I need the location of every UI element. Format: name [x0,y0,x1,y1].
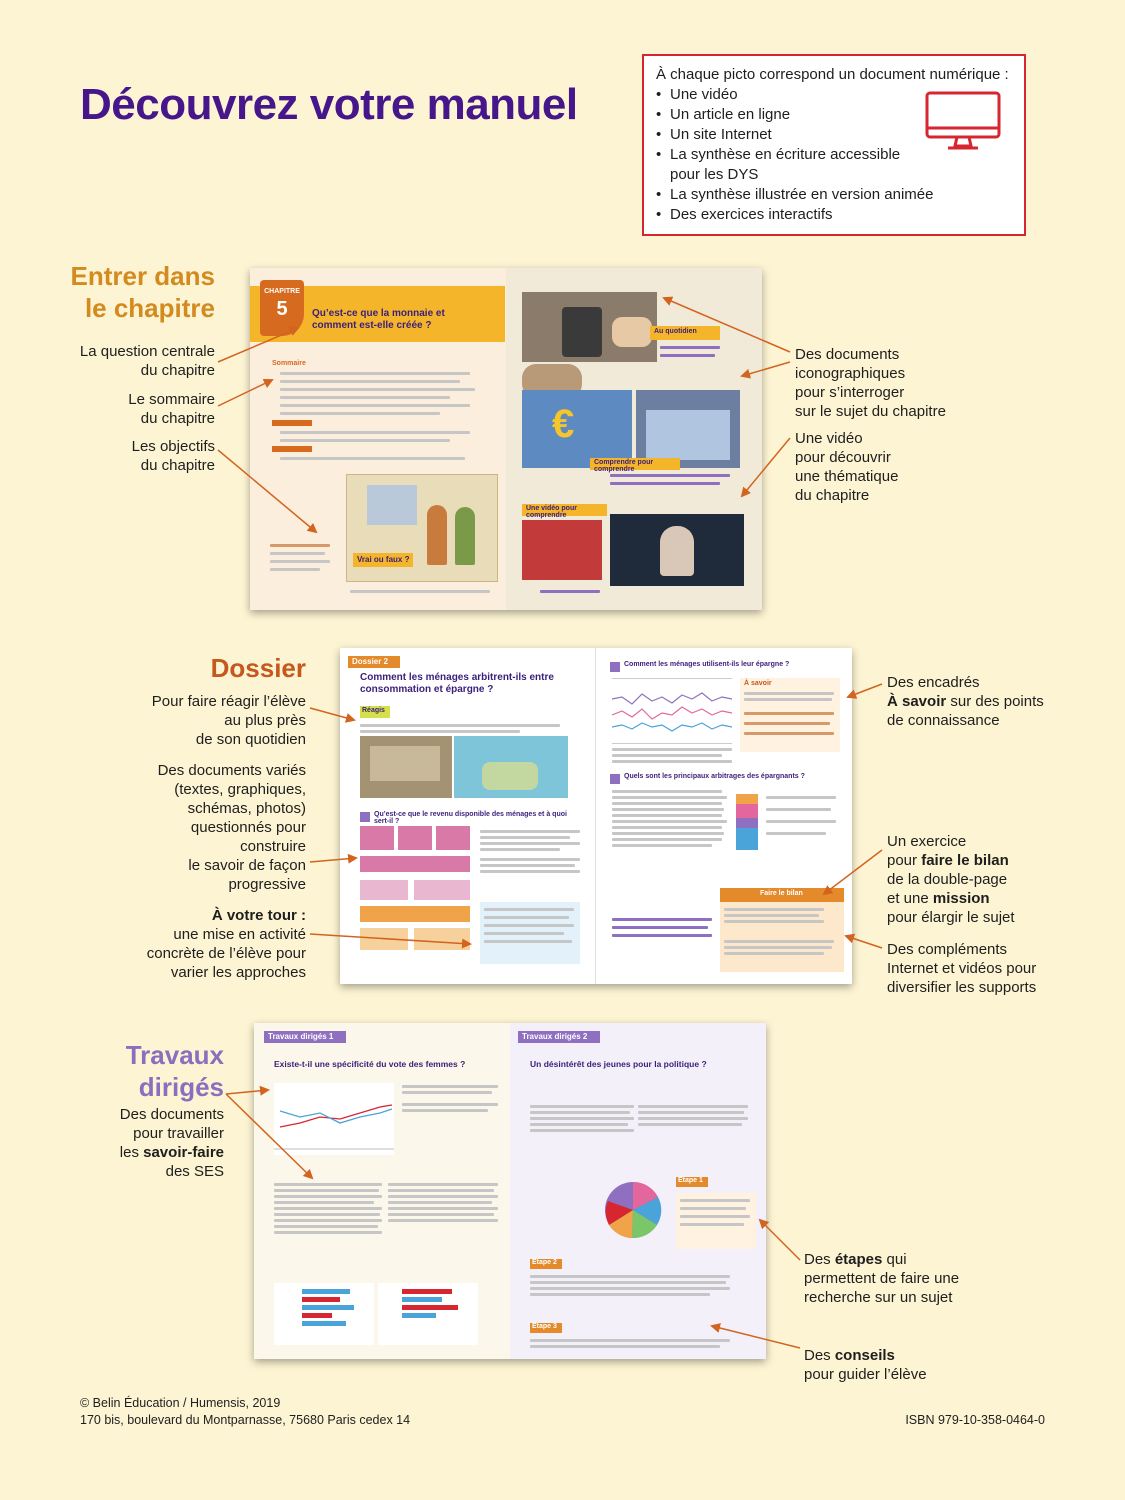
comprendre-label: Comprendre pour comprendre [594,459,654,473]
etape2-label: Étape 2 [532,1259,557,1266]
label-l1: Des documents variés [157,762,306,779]
label-l4: du chapitre [795,487,870,504]
label-l2: (textes, graphiques, [174,781,306,798]
label-pre: pour [887,852,922,869]
faire-bilan-label: Faire le bilan [760,890,803,897]
label-bold: conseils [834,1347,895,1364]
label-l1: Un exercice [887,833,967,850]
label-l4: sur le sujet du chapitre [795,403,946,420]
picto-item-site: • Un site Internet [656,125,1012,145]
section1-title-l1: Entrer dans [70,261,215,291]
label-l7: progressive [228,876,306,893]
label-bold: étapes [834,1251,883,1268]
page-title: Découvrez votre manuel [80,80,578,129]
label-l3: de connaissance [887,712,1000,729]
footer-isbn: ISBN 979-10-358-0464-0 [905,1413,1045,1427]
label-l5: pour élargir le sujet [887,909,1015,926]
section-title-dossier: Dossier [210,653,306,683]
label-l1: Des encadrés [887,674,980,691]
label-l1: Les objectifs [131,438,215,455]
label-l1: Pour faire réagir l’élève [151,693,306,710]
label-l2: du chapitre [140,457,215,474]
label-l2: pour travailler [133,1125,224,1142]
label-bold: À votre tour : [211,907,306,924]
dossier-heading: Comment les ménages arbitrent-ils entre consommation et épargne ? [360,672,554,695]
picto-item-animated: • La synthèse illustrée en version animée [656,185,1012,205]
label-l2: au plus près [224,712,306,729]
td1-tag-label: Travaux dirigés 1 [268,1032,334,1041]
label-bold: mission [932,890,990,907]
label-pre: Des [804,1251,835,1268]
label-l3: de son quotidien [195,731,306,748]
label-l1: une mise en activité [173,926,306,943]
td2-question: Un désintérêt des jeunes pour la politique ? [530,1059,707,1069]
label-rest: sur des points [946,693,1044,710]
label-pre: Des [804,1347,835,1364]
label-l6: le savoir de façon [188,857,306,874]
label-l2: du chapitre [140,410,215,427]
label-l4: questionnés pour [190,819,306,836]
section3-title-l2: dirigés [138,1072,224,1102]
label-pre: et une [887,890,933,907]
label-bold: À savoir [887,693,947,710]
td1-question: Existe-t-il une spécificité du vote des femmes ? [274,1059,466,1069]
label-bold: savoir-faire [143,1144,224,1161]
chapter-word: CHAPITRE [264,288,300,295]
label-l3: varier les approches [170,964,306,981]
dossier-q3: Quels sont les principaux arbitrages des épargnants ? [624,773,805,780]
label-l2: permettent de faire une [804,1270,960,1287]
label-l3: recherche sur un sujet [804,1289,953,1306]
picto-box-lead: À chaque picto correspond un document numérique : [656,66,1009,83]
label-l2: Internet et vidéos pour [887,960,1037,977]
footer-copyright: © Belin Éducation / Humensis, 2019 [80,1396,281,1410]
label-l1: La question centrale [79,343,215,360]
sommaire-label: Sommaire [272,360,306,367]
picto-item-article: • Un article en ligne [656,105,1012,125]
chapter-number: 5 [276,298,288,320]
label-l2: pour guider l’élève [804,1366,927,1383]
label-l2: iconographiques [795,365,906,382]
dossier-tag-label: Dossier 2 [352,657,389,666]
label-l2: pour découvrir [795,449,891,466]
label-l5: construire [240,838,306,855]
label-bold: faire le bilan [921,852,1009,869]
label-l1: Des documents [119,1106,224,1123]
reagis-label: Réagis [362,707,385,714]
etape3-label: Étape 3 [532,1323,557,1330]
section1-title-l2: le chapitre [84,293,215,323]
label-l3: pour s’interroger [795,384,905,401]
label-rest: qui [882,1251,907,1268]
video-tag-label: Une vidéo pour comprendre [526,505,577,519]
a-savoir-label: À savoir [744,680,772,687]
dossier-q2: Comment les ménages utilisent-ils leur épargne ? [624,661,790,668]
label-l4: des SES [165,1163,224,1180]
footer-publisher [80,1395,410,1429]
label-l3: une thématique [795,468,899,485]
label-pre: les [119,1144,144,1161]
footer-address: 170 bis, boulevard du Montparnasse, 75680 Paris cedex 14 [80,1413,411,1427]
picto-item-dys: • La synthèse en écriture accessible pour les DYS [656,145,905,185]
picto-item-video: • Une vidéo [656,85,1012,105]
section3-title-l1: Travaux [125,1040,224,1070]
label-l3: de la double-page [887,871,1008,888]
au-quotidien-label: Au quotidien [654,328,697,335]
photo-euro-sign: € [522,390,632,468]
label-l3: diversifier les supports [887,979,1037,996]
td2-tag-label: Travaux dirigés 2 [522,1032,588,1041]
label-l3: schémas, photos) [187,800,306,817]
label-l2: du chapitre [140,362,215,379]
label-l1: Le sommaire [128,391,215,408]
label-l1: Des compléments [887,941,1008,958]
chapter-question: Qu’est-ce que la monnaie et comment est-elle créée ? [312,308,445,331]
picto-item-exercises: • Des exercices interactifs [656,205,1012,225]
etape1-label: Étape 1 [678,1177,703,1184]
label-l2: concrète de l’élève pour [146,945,306,962]
label-l1: Des documents [795,346,900,363]
dossier-q1: Qu’est-ce que le revenu disponible des ménages et à quoi sert-il ? [374,811,567,825]
vrai-faux-label: Vrai ou faux ? [357,555,410,564]
label-l1: Une vidéo [795,430,863,447]
